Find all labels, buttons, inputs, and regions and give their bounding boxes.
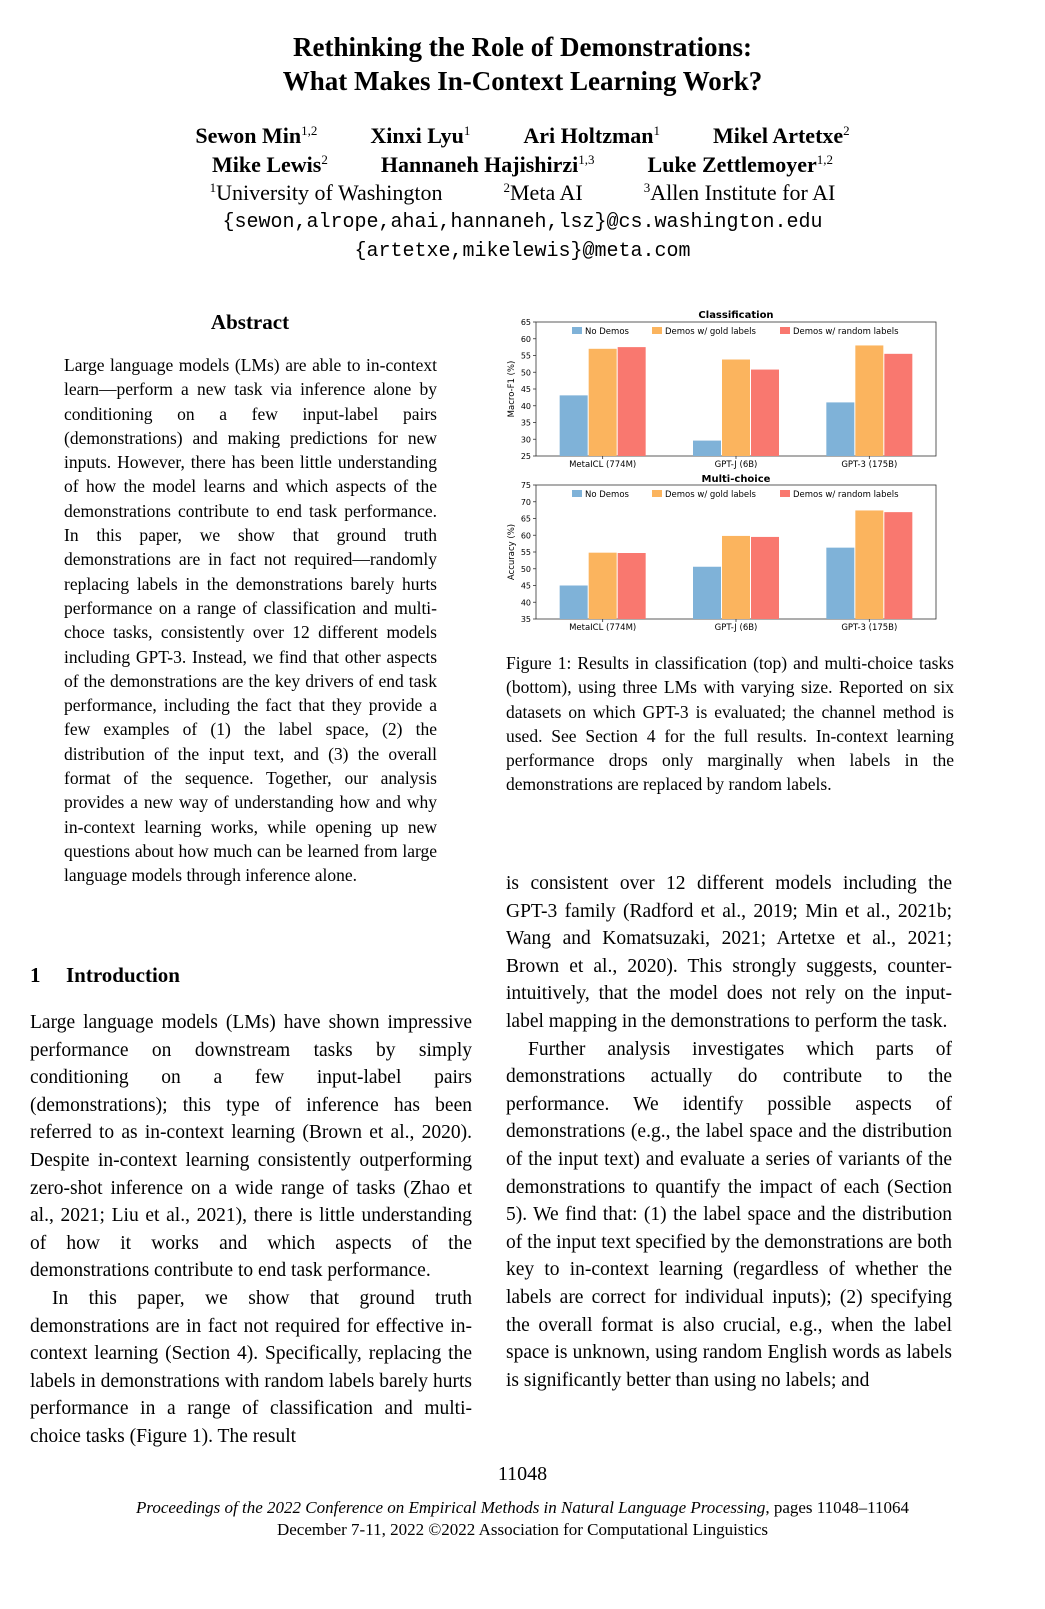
bar <box>884 512 912 619</box>
y-axis-label: Accuracy (%) <box>507 523 517 581</box>
legend-swatch <box>780 327 790 334</box>
bar <box>693 441 721 456</box>
y-tick-label: 75 <box>520 481 531 490</box>
y-tick-label: 35 <box>520 418 531 428</box>
y-tick-label: 60 <box>520 334 531 344</box>
left-column-body <box>30 1009 472 1451</box>
abstract-text: Large language models (LMs) are able to in-context learn—perform a new task via inference alone by conditioning on a few input-label pairs (demonstrations) and making predictions for new inputs. However, there has been little understanding of how the model learns and which aspects of the demonstrations contribute to end task performance. In this paper, we show that ground truth demonstrations are in fact not required—randomly replacing labels in the demonstrations barely hurts performance on a range of classification and multi-choce tasks, consistently over 12 different models including GPT-3. Instead, we find that other aspects of the demonstrations are the key drivers of end task performance, including the fact that they provide a few examples of (1) the label space, (2) the distribution of the input text, and (3) the overall format of the sequence. Together, our analysis provides a new way of understanding how and why in-context learning works, while opening up new questions about how much can be learned from large language models through inference alone. <box>64 355 437 886</box>
author-name: Mikel Artetxe <box>713 123 844 148</box>
bar <box>855 345 883 456</box>
y-tick-label: 40 <box>520 598 531 608</box>
authors-line-1 <box>0 122 1045 150</box>
multi-choice-chart <box>507 474 936 633</box>
legend-swatch <box>780 490 790 497</box>
chart-legend <box>572 327 899 337</box>
y-tick-label: 65 <box>520 514 531 524</box>
bar <box>618 553 646 619</box>
bar <box>693 567 721 619</box>
section-heading <box>30 963 180 988</box>
author-affil-sup: 1,2 <box>301 123 318 138</box>
bar <box>722 536 750 619</box>
x-tick-label: GPT-3 (175B) <box>841 460 898 470</box>
figure-1-caption: Figure 1: Results in classification (top) and multi-choice tasks (bottom), using three LMs with varying size. Reported on six datasets on which GPT-3 is evaluated; the channel method is used. See Section 4 for the full results. In-context learning performance drops only marginally when labels in the demonstrations are replaced by random labels. <box>506 653 954 795</box>
author-affil-sup: 1,3 <box>578 152 595 167</box>
author-name: Xinxi Lyu <box>370 123 464 148</box>
legend-label: No Demos <box>585 490 629 500</box>
bar <box>560 586 588 620</box>
intro-paragraph-2: In this paper, we show that ground truth demonstrations are in fact not required for effective in-context learning (Section 4). Specifically, replacing the labels in demonstrations with random labels barely hurts performance in a range of classification and multi-choice tasks (Figure 1). The result <box>30 1287 472 1447</box>
legend-swatch <box>652 327 662 334</box>
x-tick-label: GPT-J (6B) <box>714 623 758 633</box>
footer-line-1 <box>0 1497 1045 1519</box>
section-number: 1 <box>30 963 41 987</box>
bar <box>589 553 617 619</box>
y-tick-label: 70 <box>520 497 531 507</box>
y-tick-label: 50 <box>520 564 531 574</box>
intro-paragraph-3: is consistent over 12 different models including the GPT-3 family (Radford et al., 2019; Min et al., 2021b; Wang and Komatsuzaki, 2021; Artetxe et al., 2021; Brown et al., 2020). This strongly suggests, counter-intuitively, that the model does not rely on the input-label mapping in the demonstrations to perform the task. <box>506 873 952 1032</box>
bar <box>589 349 617 456</box>
legend-label: Demos w/ random labels <box>793 490 899 500</box>
intro-paragraph-4: Further analysis investigates which parts of demonstrations actually do contribute to the performance. We identify possible aspects of demonstrations (e.g., the label space and the distribution of the input text) and evaluate a series of variants of the demonstrations to quantify the impact of each (Section 5). We find that: (1) the label space and the distribution of the input text specified by the demonstrations are both key to in-context learning (regardless of whether the labels are correct for individual inputs); (2) specifying the overall format is also crucial, e.g., when the label space is unknown, using random English words as labels is significantly better than using no labels; and <box>506 1038 952 1391</box>
bar <box>826 402 854 456</box>
bar <box>751 537 779 619</box>
y-tick-label: 45 <box>520 385 531 394</box>
author-affil-sup: 1 <box>653 123 661 138</box>
bar <box>884 354 912 456</box>
affil-sup: 3 <box>643 180 651 195</box>
y-tick-label: 45 <box>520 581 531 591</box>
legend-swatch <box>572 490 582 497</box>
venue-name: Proceedings of the 2022 Conference on Empirical Methods in Natural Language Processing <box>135 1498 766 1517</box>
affiliations <box>0 179 1045 207</box>
bar <box>722 360 750 456</box>
email-line-2: {artetxe,mikelewis}@meta.com <box>354 240 691 263</box>
bar <box>751 370 779 456</box>
legend-swatch <box>572 327 582 334</box>
bar <box>618 347 646 456</box>
footer-line-2: December 7-11, 2022 ©2022 Association for Computational Linguistics <box>276 1520 769 1539</box>
chart-legend <box>572 490 899 500</box>
author-name: Sewon Min <box>195 123 302 148</box>
section-title: Introduction <box>66 963 180 987</box>
y-tick-label: 55 <box>520 548 531 557</box>
intro-paragraph-1: Large language models (LMs) have shown impressive performance on downstream tasks by simply conditioning on a few input-label pairs (demonstrations); this type of inference has been referred to as in-context learning (Brown et al., 2020). Despite in-context learning consistently outperforming zero-shot inference on a wide range of tasks (Zhao et al., 2021; Liu et al., 2021), there is little understanding of how it works and which aspects of the demonstrations contribute to end task performance. <box>30 1012 472 1282</box>
x-tick-label: GPT-J (6B) <box>714 460 758 470</box>
author-affil-sup: 2 <box>321 152 328 167</box>
y-tick-label: 35 <box>520 615 531 624</box>
affiliation: University of Washington <box>216 180 443 205</box>
legend-swatch <box>652 490 662 497</box>
chart-title: Classification <box>698 310 774 321</box>
proceedings-footer <box>0 1497 1045 1541</box>
paper-title <box>0 30 1045 98</box>
title-line-2: What Makes In-Context Learning Work? <box>282 66 763 96</box>
author-name: Mike Lewis <box>211 152 322 177</box>
affiliation: Allen Institute for AI <box>650 180 836 205</box>
email-line-1: {sewon,alrope,ahai,hannaneh,lsz}@cs.washington.edu <box>222 211 823 234</box>
chart-title: Multi-choice <box>701 474 771 485</box>
classification-chart <box>507 310 936 470</box>
author-name: Hannaneh Hajishirzi <box>380 152 579 177</box>
authors-line-2 <box>0 151 1045 179</box>
bar <box>826 548 854 619</box>
affil-sup: 2 <box>503 180 510 195</box>
y-tick-label: 25 <box>520 452 531 461</box>
x-tick-label: MetaICL (774M) <box>569 460 637 470</box>
abstract-heading: Abstract <box>210 310 290 334</box>
legend-label: Demos w/ gold labels <box>665 490 756 500</box>
y-tick-label: 30 <box>520 435 531 445</box>
author-name: Ari Holtzman <box>523 123 654 148</box>
affiliation: Meta AI <box>510 180 583 205</box>
y-axis-label: Macro-F1 (%) <box>507 360 517 418</box>
author-affil-sup: 1 <box>463 123 471 138</box>
author-affil-sup: 2 <box>843 123 850 138</box>
right-column-body <box>506 870 952 1394</box>
figure-1-charts <box>506 305 946 635</box>
bar <box>560 395 588 456</box>
affil-sup: 1 <box>209 180 217 195</box>
legend-label: Demos w/ random labels <box>793 327 899 337</box>
y-tick-label: 65 <box>520 318 531 327</box>
bar <box>855 510 883 619</box>
y-tick-label: 60 <box>520 531 531 541</box>
venue-pages: , pages 11048–11064 <box>765 1498 910 1517</box>
x-tick-label: MetaICL (774M) <box>569 623 637 633</box>
author-name: Luke Zettlemoyer <box>647 152 817 177</box>
author-affil-sup: 1,2 <box>816 152 834 167</box>
legend-label: Demos w/ gold labels <box>665 327 756 337</box>
y-tick-label: 40 <box>520 401 531 411</box>
page-number: 11048 <box>497 1463 548 1485</box>
title-line-1: Rethinking the Role of Demonstrations: <box>293 32 752 62</box>
y-tick-label: 55 <box>520 351 531 361</box>
legend-label: No Demos <box>585 327 629 337</box>
y-tick-label: 50 <box>520 368 531 378</box>
x-tick-label: GPT-3 (175B) <box>841 623 898 633</box>
